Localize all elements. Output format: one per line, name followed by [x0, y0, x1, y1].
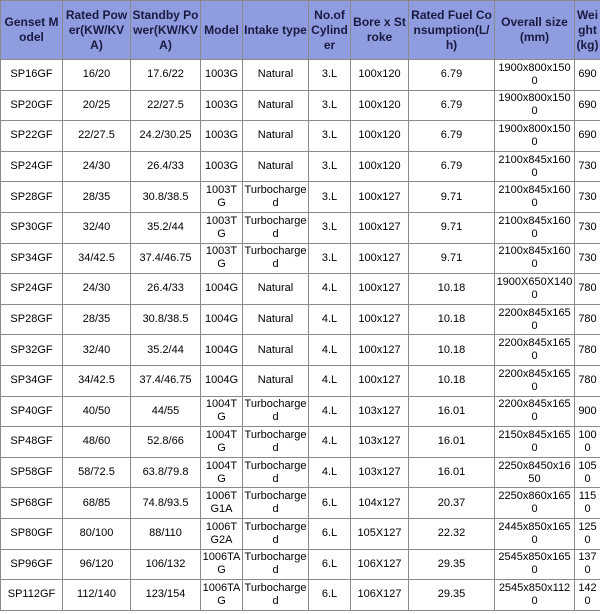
table-row	[1, 90, 600, 121]
cell-overall-size: 1900x800x1500	[495, 60, 575, 91]
cell-bore-stroke: 103x127	[351, 427, 409, 458]
cell-genset-model: SP80GF	[1, 518, 63, 549]
cell-fuel-consumption: 22.32	[409, 518, 495, 549]
cell-bore-stroke: 100x120	[351, 90, 409, 121]
cell-weight: 730	[575, 151, 600, 182]
cell-intake-type: Turbocharged	[243, 518, 309, 549]
cell-intake-type: Natural	[243, 335, 309, 366]
cell-model: 1003G	[201, 151, 243, 182]
table-row	[1, 365, 600, 396]
cell-intake-type: Natural	[243, 151, 309, 182]
cell-genset-model: SP24GF	[1, 151, 63, 182]
cell-weight: 690	[575, 60, 600, 91]
table-row	[1, 151, 600, 182]
cell-standby-power: 88/110	[131, 518, 201, 549]
cell-weight: 1050	[575, 457, 600, 488]
table-row	[1, 335, 600, 366]
cell-cylinders: 6.L	[309, 518, 351, 549]
cell-rated-power: 40/50	[63, 396, 131, 427]
cell-model: 1004TG	[201, 457, 243, 488]
cell-weight: 1250	[575, 518, 600, 549]
cell-cylinders: 3.L	[309, 60, 351, 91]
cell-bore-stroke: 103x127	[351, 457, 409, 488]
cell-intake-type: Turbocharged	[243, 457, 309, 488]
cell-fuel-consumption: 6.79	[409, 60, 495, 91]
cell-standby-power: 37.4/46.75	[131, 243, 201, 274]
cell-cylinders: 4.L	[309, 304, 351, 335]
header-standby-power: Standby Power(KW/KVA)	[131, 1, 201, 60]
cell-rated-power: 22/27.5	[63, 121, 131, 152]
cell-bore-stroke: 100x120	[351, 121, 409, 152]
cell-genset-model: SP112GF	[1, 580, 63, 611]
cell-overall-size: 2100x845x1600	[495, 243, 575, 274]
cell-fuel-consumption: 9.71	[409, 243, 495, 274]
cell-rated-power: 24/30	[63, 274, 131, 305]
cell-cylinders: 3.L	[309, 151, 351, 182]
cell-genset-model: SP20GF	[1, 90, 63, 121]
cell-bore-stroke: 100x127	[351, 335, 409, 366]
cell-cylinders: 3.L	[309, 212, 351, 243]
cell-overall-size: 2200x845x1650	[495, 396, 575, 427]
cell-overall-size: 2445x850x1650	[495, 518, 575, 549]
cell-overall-size: 2545x850x1650	[495, 549, 575, 580]
cell-bore-stroke: 104x127	[351, 488, 409, 519]
cell-rated-power: 28/35	[63, 304, 131, 335]
cell-cylinders: 3.L	[309, 182, 351, 213]
cell-intake-type: Natural	[243, 274, 309, 305]
cell-rated-power: 112/140	[63, 580, 131, 611]
header-fuel-consumption: Rated Fuel Consumption(L/h)	[409, 1, 495, 60]
cell-genset-model: SP30GF	[1, 212, 63, 243]
cell-rated-power: 58/72.5	[63, 457, 131, 488]
cell-intake-type: Natural	[243, 60, 309, 91]
cell-genset-model: SP34GF	[1, 365, 63, 396]
cell-model: 1004G	[201, 335, 243, 366]
cell-rated-power: 20/25	[63, 90, 131, 121]
cell-standby-power: 24.2/30.25	[131, 121, 201, 152]
cell-weight: 780	[575, 335, 600, 366]
cell-bore-stroke: 100x120	[351, 151, 409, 182]
cell-rated-power: 34/42.5	[63, 365, 131, 396]
cell-weight: 1420	[575, 580, 600, 611]
cell-overall-size: 1900x800x1500	[495, 90, 575, 121]
cell-weight: 690	[575, 121, 600, 152]
cell-overall-size: 2545x850x1120	[495, 580, 575, 611]
table-row	[1, 304, 600, 335]
table-row	[1, 182, 600, 213]
cell-standby-power: 37.4/46.75	[131, 365, 201, 396]
cell-intake-type: Natural	[243, 121, 309, 152]
cell-standby-power: 106/132	[131, 549, 201, 580]
cell-fuel-consumption: 10.18	[409, 365, 495, 396]
cell-rated-power: 48/60	[63, 427, 131, 458]
cell-model: 1003G	[201, 60, 243, 91]
cell-genset-model: SP28GF	[1, 182, 63, 213]
cell-fuel-consumption: 10.18	[409, 335, 495, 366]
cell-weight: 730	[575, 212, 600, 243]
cell-cylinders: 3.L	[309, 121, 351, 152]
cell-model: 1003TG	[201, 212, 243, 243]
cell-overall-size: 1900X650X1400	[495, 274, 575, 305]
cell-bore-stroke: 100x127	[351, 304, 409, 335]
cell-overall-size: 1900x800x1500	[495, 121, 575, 152]
cell-fuel-consumption: 29.35	[409, 549, 495, 580]
cell-cylinders: 6.L	[309, 488, 351, 519]
cell-bore-stroke: 100x127	[351, 365, 409, 396]
cell-model: 1004TG	[201, 427, 243, 458]
cell-cylinders: 3.L	[309, 90, 351, 121]
cell-fuel-consumption: 16.01	[409, 396, 495, 427]
cell-model: 1004G	[201, 304, 243, 335]
cell-overall-size: 2250x860x1650	[495, 488, 575, 519]
cell-bore-stroke: 103x127	[351, 396, 409, 427]
cell-fuel-consumption: 10.18	[409, 304, 495, 335]
cell-standby-power: 22/27.5	[131, 90, 201, 121]
cell-model: 1003G	[201, 90, 243, 121]
cell-standby-power: 44/55	[131, 396, 201, 427]
cell-overall-size: 2200x845x1650	[495, 365, 575, 396]
cell-genset-model: SP58GF	[1, 457, 63, 488]
cell-cylinders: 6.L	[309, 580, 351, 611]
table-row	[1, 60, 600, 91]
table-row	[1, 396, 600, 427]
cell-weight: 780	[575, 274, 600, 305]
table-row	[1, 212, 600, 243]
cell-standby-power: 17.6/22	[131, 60, 201, 91]
header-model: Model	[201, 1, 243, 60]
cell-overall-size: 2100x845x1600	[495, 212, 575, 243]
cell-standby-power: 74.8/93.5	[131, 488, 201, 519]
cell-standby-power: 26.4/33	[131, 151, 201, 182]
cell-bore-stroke: 100x127	[351, 243, 409, 274]
cell-model: 1004TG	[201, 396, 243, 427]
cell-cylinders: 4.L	[309, 457, 351, 488]
header-cylinders: No.of Cylinder	[309, 1, 351, 60]
cell-fuel-consumption: 20.37	[409, 488, 495, 519]
cell-bore-stroke: 106X127	[351, 580, 409, 611]
cell-genset-model: SP48GF	[1, 427, 63, 458]
cell-intake-type: Natural	[243, 365, 309, 396]
cell-standby-power: 26.4/33	[131, 274, 201, 305]
cell-fuel-consumption: 16.01	[409, 457, 495, 488]
cell-weight: 780	[575, 365, 600, 396]
cell-bore-stroke: 100x127	[351, 212, 409, 243]
cell-bore-stroke: 105X127	[351, 518, 409, 549]
cell-rated-power: 34/42.5	[63, 243, 131, 274]
cell-overall-size: 2100x845x1600	[495, 151, 575, 182]
cell-model: 1006TG1A	[201, 488, 243, 519]
table-row	[1, 518, 600, 549]
cell-genset-model: SP68GF	[1, 488, 63, 519]
table-row	[1, 121, 600, 152]
cell-bore-stroke: 100x120	[351, 60, 409, 91]
cell-model: 1003G	[201, 121, 243, 152]
cell-rated-power: 28/35	[63, 182, 131, 213]
cell-intake-type: Turbocharged	[243, 549, 309, 580]
cell-weight: 1370	[575, 549, 600, 580]
cell-genset-model: SP32GF	[1, 335, 63, 366]
cell-intake-type: Natural	[243, 90, 309, 121]
cell-intake-type: Turbocharged	[243, 212, 309, 243]
cell-model: 1006TG2A	[201, 518, 243, 549]
cell-fuel-consumption: 6.79	[409, 151, 495, 182]
header-genset-model: Genset Model	[1, 1, 63, 60]
cell-weight: 780	[575, 304, 600, 335]
table-row	[1, 274, 600, 305]
cell-overall-size: 2150x845x1650	[495, 427, 575, 458]
cell-rated-power: 16/20	[63, 60, 131, 91]
cell-intake-type: Turbocharged	[243, 182, 309, 213]
cell-rated-power: 68/85	[63, 488, 131, 519]
cell-cylinders: 6.L	[309, 549, 351, 580]
cell-bore-stroke: 100x127	[351, 274, 409, 305]
header-weight: Weight (kg)	[575, 1, 600, 60]
cell-standby-power: 35.2/44	[131, 335, 201, 366]
cell-fuel-consumption: 29.35	[409, 580, 495, 611]
cell-fuel-consumption: 9.71	[409, 212, 495, 243]
cell-standby-power: 123/154	[131, 580, 201, 611]
cell-weight: 730	[575, 182, 600, 213]
cell-intake-type: Turbocharged	[243, 396, 309, 427]
cell-intake-type: Turbocharged	[243, 243, 309, 274]
cell-cylinders: 4.L	[309, 274, 351, 305]
table-row	[1, 427, 600, 458]
cell-weight: 1150	[575, 488, 600, 519]
cell-bore-stroke: 100x127	[351, 182, 409, 213]
cell-genset-model: SP96GF	[1, 549, 63, 580]
cell-cylinders: 4.L	[309, 427, 351, 458]
table-row	[1, 580, 600, 611]
cell-weight: 1000	[575, 427, 600, 458]
cell-overall-size: 2200x845x1650	[495, 335, 575, 366]
cell-standby-power: 52.8/66	[131, 427, 201, 458]
cell-model: 1003TG	[201, 182, 243, 213]
cell-model: 1003TG	[201, 243, 243, 274]
cell-standby-power: 63.8/79.8	[131, 457, 201, 488]
cell-rated-power: 80/100	[63, 518, 131, 549]
cell-cylinders: 4.L	[309, 396, 351, 427]
cell-standby-power: 30.8/38.5	[131, 304, 201, 335]
table-body	[1, 60, 600, 611]
header-intake-type: Intake type	[243, 1, 309, 60]
cell-model: 1006TAG	[201, 580, 243, 611]
cell-model: 1004G	[201, 274, 243, 305]
cell-weight: 690	[575, 90, 600, 121]
cell-cylinders: 4.L	[309, 335, 351, 366]
cell-rated-power: 96/120	[63, 549, 131, 580]
cell-standby-power: 35.2/44	[131, 212, 201, 243]
cell-model: 1004G	[201, 365, 243, 396]
cell-model: 1006TAG	[201, 549, 243, 580]
cell-genset-model: SP40GF	[1, 396, 63, 427]
cell-bore-stroke: 106X127	[351, 549, 409, 580]
cell-cylinders: 4.L	[309, 365, 351, 396]
cell-intake-type: Turbocharged	[243, 427, 309, 458]
cell-standby-power: 30.8/38.5	[131, 182, 201, 213]
table-row	[1, 243, 600, 274]
cell-fuel-consumption: 10.18	[409, 274, 495, 305]
header-rated-power: Rated Power(KW/KVA)	[63, 1, 131, 60]
cell-intake-type: Natural	[243, 304, 309, 335]
cell-weight: 900	[575, 396, 600, 427]
cell-fuel-consumption: 6.79	[409, 121, 495, 152]
table-row	[1, 549, 600, 580]
cell-overall-size: 2200x845x1650	[495, 304, 575, 335]
cell-fuel-consumption: 16.01	[409, 427, 495, 458]
cell-fuel-consumption: 6.79	[409, 90, 495, 121]
cell-overall-size: 2250x8450x1650	[495, 457, 575, 488]
cell-genset-model: SP22GF	[1, 121, 63, 152]
cell-intake-type: Turbocharged	[243, 488, 309, 519]
cell-genset-model: SP16GF	[1, 60, 63, 91]
cell-genset-model: SP28GF	[1, 304, 63, 335]
cell-genset-model: SP34GF	[1, 243, 63, 274]
header-overall-size: Overall size(mm)	[495, 1, 575, 60]
cell-intake-type: Turbocharged	[243, 580, 309, 611]
cell-weight: 730	[575, 243, 600, 274]
cell-rated-power: 32/40	[63, 212, 131, 243]
cell-rated-power: 32/40	[63, 335, 131, 366]
header-bore-stroke: Bore x Stroke	[351, 1, 409, 60]
header-row	[1, 1, 600, 60]
cell-genset-model: SP24GF	[1, 274, 63, 305]
cell-cylinders: 3.L	[309, 243, 351, 274]
table-row	[1, 457, 600, 488]
cell-rated-power: 24/30	[63, 151, 131, 182]
cell-overall-size: 2100x845x1600	[495, 182, 575, 213]
table-row	[1, 488, 600, 519]
cell-fuel-consumption: 9.71	[409, 182, 495, 213]
